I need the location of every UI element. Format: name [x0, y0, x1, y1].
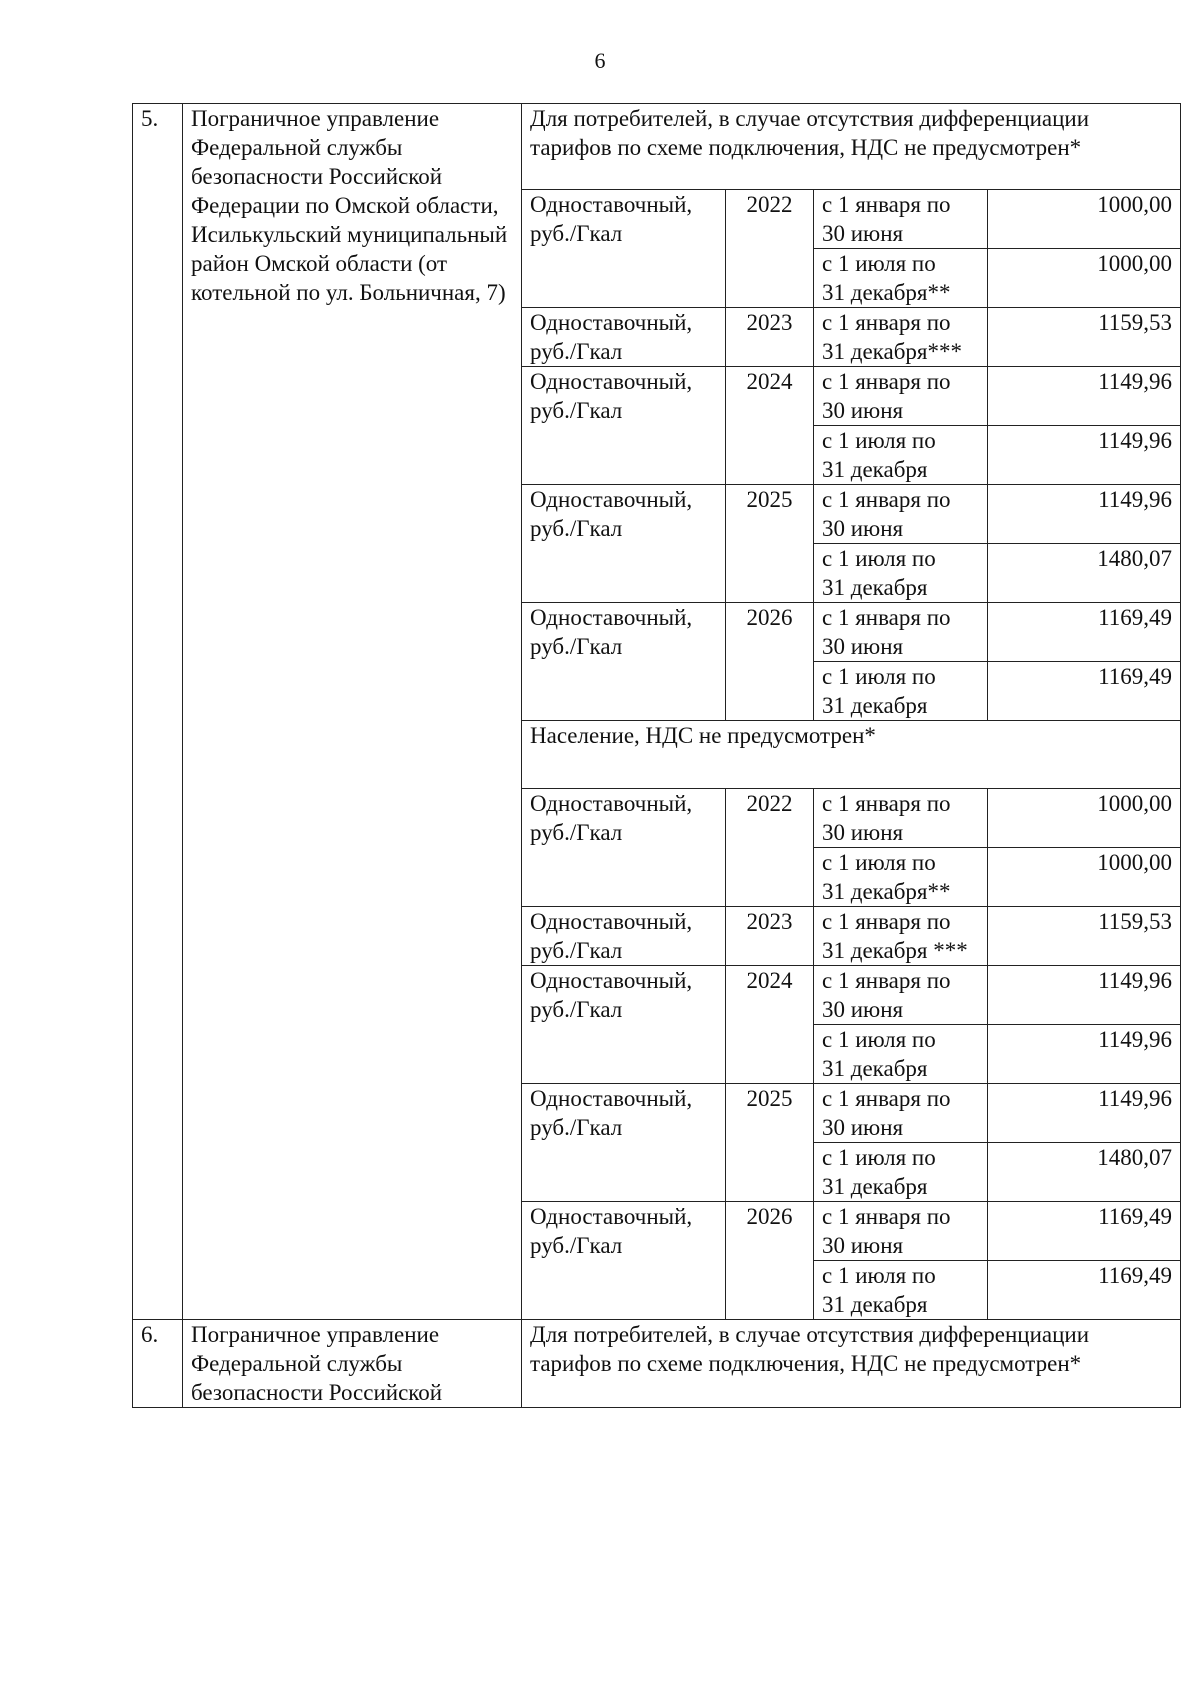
period-start: с 1 января по	[822, 192, 951, 217]
group-heading-row	[133, 1320, 1181, 1408]
tariff-type: Одноставочный, руб./Гкал	[522, 603, 726, 721]
tariff-value: 1000,00	[988, 190, 1181, 249]
tariff-period	[814, 1202, 988, 1261]
tariff-period	[814, 662, 988, 721]
period-start: с 1 июля по	[822, 850, 936, 875]
tariff-value: 1149,96	[988, 966, 1181, 1025]
period-end: 30 июня	[822, 997, 904, 1022]
period-start: с 1 января по	[822, 909, 951, 934]
tariff-period	[814, 848, 988, 907]
period-start: с 1 июля по	[822, 664, 936, 689]
period-end: 30 июня	[822, 1115, 904, 1140]
tariff-year: 2025	[726, 485, 814, 603]
tariff-year: 2023	[726, 907, 814, 966]
tariff-type: Одноставочный, руб./Гкал	[522, 789, 726, 907]
tariff-type: Одноставочный, руб./Гкал	[522, 966, 726, 1084]
section-number: 6.	[133, 1320, 183, 1408]
period-start: с 1 июля по	[822, 428, 936, 453]
period-end: 30 июня	[822, 634, 904, 659]
tariff-value: 1149,96	[988, 485, 1181, 544]
tariff-period	[814, 308, 988, 367]
period-start: с 1 января по	[822, 487, 951, 512]
period-end: 30 июня	[822, 221, 904, 246]
tariff-value: 1149,96	[988, 1084, 1181, 1143]
tariff-period	[814, 426, 988, 485]
tariff-year: 2025	[726, 1084, 814, 1202]
period-start: с 1 января по	[822, 1204, 951, 1229]
period-start: с 1 января по	[822, 369, 951, 394]
tariff-type: Одноставочный, руб./Гкал	[522, 1202, 726, 1320]
tariff-value: 1000,00	[988, 848, 1181, 907]
tariff-period	[814, 789, 988, 848]
tariff-type: Одноставочный, руб./Гкал	[522, 1084, 726, 1202]
period-start: с 1 января по	[822, 1086, 951, 1111]
organization-name: Пограничное управление Федеральной службы безопасности Российской	[183, 1320, 522, 1408]
tariff-year: 2024	[726, 367, 814, 485]
group-heading: Для потребителей, в случае отсутствия дифференциации тарифов по схеме подключения, НДС не предусмотрен*	[522, 1320, 1181, 1408]
tariff-period	[814, 544, 988, 603]
tariff-value: 1149,96	[988, 367, 1181, 426]
tariff-value: 1149,96	[988, 1025, 1181, 1084]
period-start: с 1 января по	[822, 791, 951, 816]
section-number: 5.	[133, 104, 183, 1320]
period-start: с 1 января по	[822, 310, 951, 335]
period-start: с 1 января по	[822, 968, 951, 993]
tariff-period	[814, 907, 988, 966]
tariff-year: 2023	[726, 308, 814, 367]
tariff-period	[814, 1261, 988, 1320]
period-end: 31 декабря**	[822, 280, 951, 305]
tariff-period	[814, 249, 988, 308]
group-heading: Для потребителей, в случае отсутствия дифференциации тарифов по схеме подключения, НДС не предусмотрен*	[522, 104, 1181, 190]
period-end: 31 декабря ***	[822, 938, 968, 963]
period-end: 31 декабря	[822, 1292, 928, 1317]
tariff-table	[132, 103, 1181, 1408]
tariff-value: 1480,07	[988, 544, 1181, 603]
tariff-period	[814, 367, 988, 426]
tariff-type: Одноставочный, руб./Гкал	[522, 485, 726, 603]
tariff-year: 2022	[726, 789, 814, 907]
period-end: 31 декабря	[822, 575, 928, 600]
period-end: 31 декабря	[822, 457, 928, 482]
period-end: 31 декабря	[822, 693, 928, 718]
period-start: с 1 июля по	[822, 1027, 936, 1052]
period-end: 31 декабря**	[822, 879, 951, 904]
period-end: 30 июня	[822, 820, 904, 845]
period-end: 31 декабря	[822, 1056, 928, 1081]
page-number: 6	[594, 48, 606, 73]
period-end: 31 декабря***	[822, 339, 962, 364]
tariff-period	[814, 190, 988, 249]
tariff-value: 1159,53	[988, 907, 1181, 966]
period-end: 31 декабря	[822, 1174, 928, 1199]
tariff-period	[814, 603, 988, 662]
tariff-year: 2022	[726, 190, 814, 308]
tariff-period	[814, 1084, 988, 1143]
period-end: 30 июня	[822, 1233, 904, 1258]
tariff-year: 2026	[726, 603, 814, 721]
tariff-value: 1480,07	[988, 1143, 1181, 1202]
tariff-year: 2026	[726, 1202, 814, 1320]
tariff-value: 1000,00	[988, 789, 1181, 848]
tariff-value: 1169,49	[988, 662, 1181, 721]
tariff-type: Одноставочный, руб./Гкал	[522, 367, 726, 485]
organization-name: Пограничное управление Федеральной службы безопасности Российской Федерации по Омской области, Исилькульский муниципальный район Омской области (от котельной по ул. Больничная, 7)	[183, 104, 522, 1320]
tariff-type: Одноставочный, руб./Гкал	[522, 190, 726, 308]
period-start: с 1 июля по	[822, 546, 936, 571]
tariff-type: Одноставочный, руб./Гкал	[522, 308, 726, 367]
period-start: с 1 января по	[822, 605, 951, 630]
tariff-period	[814, 1025, 988, 1084]
tariff-period	[814, 966, 988, 1025]
group-heading-row	[133, 104, 1181, 190]
tariff-value: 1169,49	[988, 603, 1181, 662]
group-heading: Население, НДС не предусмотрен*	[522, 721, 1181, 789]
period-start: с 1 июля по	[822, 251, 936, 276]
tariff-period	[814, 1143, 988, 1202]
tariff-value: 1169,49	[988, 1261, 1181, 1320]
period-end: 30 июня	[822, 516, 904, 541]
tariff-value: 1169,49	[988, 1202, 1181, 1261]
tariff-value: 1000,00	[988, 249, 1181, 308]
period-start: с 1 июля по	[822, 1145, 936, 1170]
tariff-type: Одноставочный, руб./Гкал	[522, 907, 726, 966]
period-start: с 1 июля по	[822, 1263, 936, 1288]
tariff-value: 1159,53	[988, 308, 1181, 367]
period-end: 30 июня	[822, 398, 904, 423]
tariff-period	[814, 485, 988, 544]
tariff-value: 1149,96	[988, 426, 1181, 485]
tariff-year: 2024	[726, 966, 814, 1084]
